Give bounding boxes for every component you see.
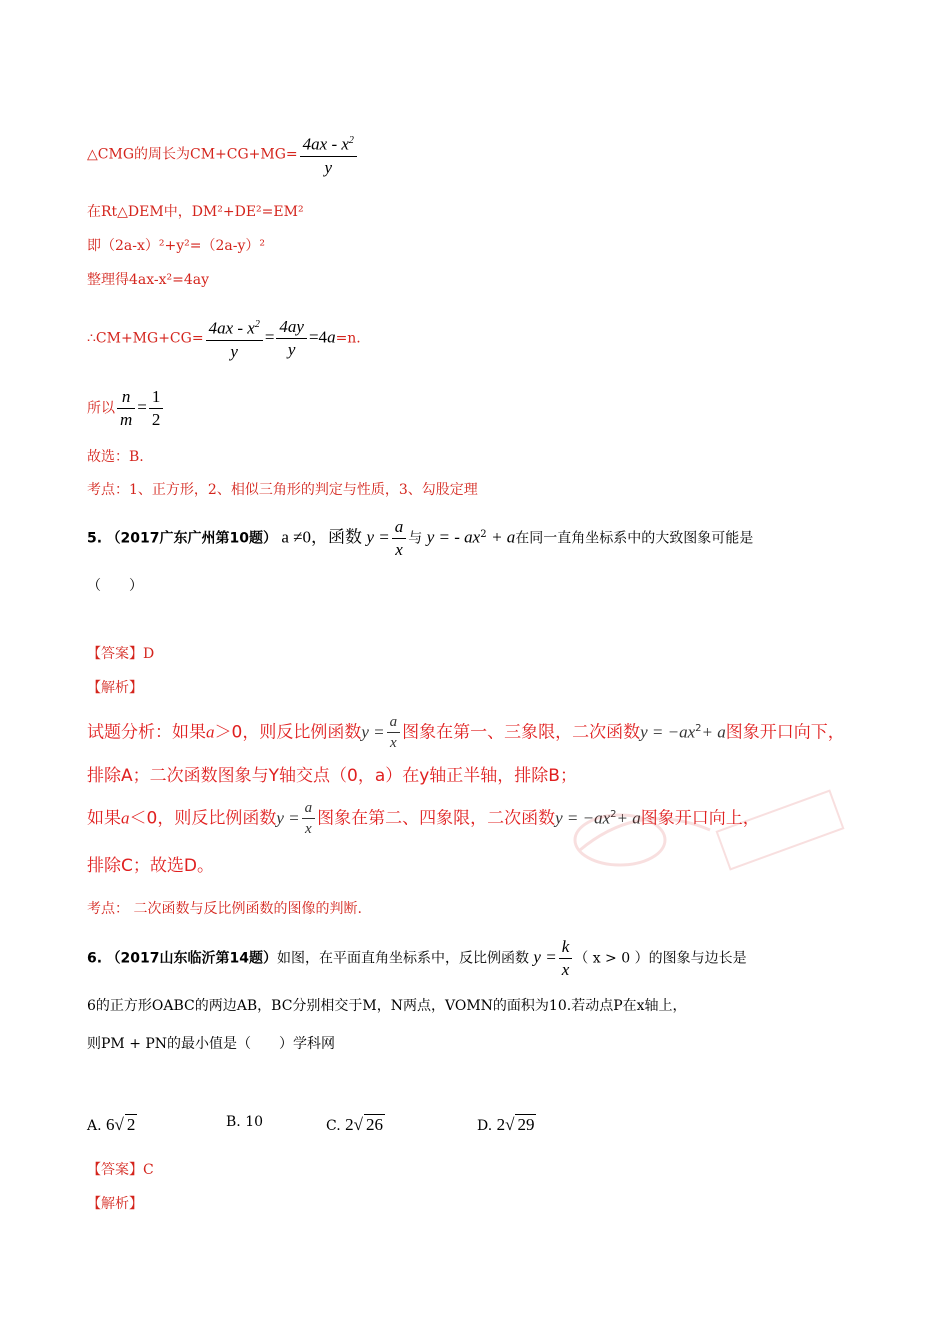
q6-option-a[interactable]: A. 6√ 2 [87, 1115, 136, 1134]
q6-option-b[interactable]: B. 10 [226, 1114, 264, 1130]
q6-option-c[interactable]: C. 2√ 26 [326, 1115, 383, 1134]
q5-number: 5. [87, 530, 103, 547]
therefore-line: ∴CM+MG+CG= $\frac{4ax - x^2}{y}$ = $\frac{4ay}{y}$ =4a=n. [87, 314, 361, 363]
perimeter-line [87, 130, 359, 179]
suoyi-fraction: $\frac{n}{m}$ [117, 386, 135, 431]
q5-analysis-line-1: 试题分析：如果a＞0，则反比例函数y = $\frac{a}{x}$ 图象在第一、三象限，二次函数$y = -ax^2+ a$图象开口向下， [87, 714, 845, 751]
q6-number: 6. [87, 950, 103, 967]
watermark-logo-icon [560, 780, 860, 880]
q5-jiexi: 【解析】 [87, 680, 143, 696]
q5-source: （2017广东广州第10题） [106, 530, 277, 547]
q6-option-d[interactable]: D. 2√ 29 [477, 1115, 535, 1134]
q5-cond: a ≠0，函数 [281, 527, 363, 547]
q5-analysis-line-2: 排除A；二次函数图象与Y轴交点（0，a）在y轴正半轴，排除B； [87, 766, 577, 786]
q5-bracket: （ ） [87, 578, 143, 594]
therefore-fraction-2: $\frac{4ay}{y}$ [276, 316, 307, 361]
guxuan-line: 故选：B. [87, 449, 144, 465]
zhengli-line: 整理得4ax-x²=4ay [87, 272, 210, 288]
rt-dem-line: 在Rt△DEM中，DM²+DE²=EM² [87, 204, 304, 220]
suoyi-fraction-half: $\frac{1}{2}$ [149, 386, 164, 431]
q6-source: （2017山东临沂第14题） [106, 950, 277, 967]
q6-jiexi: 【解析】 [87, 1196, 143, 1212]
analysis-fraction-3: $\frac{a}{x}$ [302, 798, 316, 839]
therefore-label: ∴CM+MG+CG= [87, 330, 204, 347]
q6-line-2: 6的正方形OABC的两边AB，BC分别相交于M，N两点，VOMN的面积为10.若动点P在x轴上， [87, 998, 687, 1014]
q5-analysis-line-3: 如果a＜0，则反比例函数y = $\frac{a}{x}$ 图象在第二、四象限，二次函数$y = -ax^2+ a$图象开口向上， [87, 800, 760, 837]
suoyi-label: 所以 [87, 400, 115, 417]
q6-fraction: $\frac{k}{x}$ [559, 936, 573, 981]
therefore-fraction-1: $\frac{4ax - x^2}{y}$ [206, 314, 263, 363]
kaodian-line-1: 考点：1、正方形，2、相似三角形的判定与性质，3、勾股定理 [87, 482, 478, 498]
ji-line: 即（2a-x）²+y²=（2a-y）² [87, 238, 265, 254]
q5-answer: 【答案】D [87, 646, 155, 662]
q6-answer: 【答案】C [87, 1162, 154, 1178]
q6-line-3: 则PM + PN的最小值是（ ）学科网 [87, 1036, 336, 1052]
analysis-fraction-1: $\frac{a}{x}$ [387, 712, 401, 753]
q5-analysis-line-4: 排除C；故选D。 [87, 856, 214, 876]
perimeter-fraction: $\frac{4ax - x^2}{y}$ [300, 130, 357, 179]
q5-kaodian: 考点： 二次函数与反比例函数的图像的判断. [87, 901, 362, 917]
q6-line-1: 6. （2017山东临沂第14题）如图，在平面直角坐标系中，反比例函数 y = $\frac{k}{x}$ （ x > 0 ）的图象与边长是 [87, 937, 747, 979]
q5-fraction: $\frac{a}{x}$ [392, 516, 407, 561]
suoyi-line: 所以 $\frac{n}{m}$ = $\frac{1}{2}$ [87, 386, 165, 431]
q5-line: 5. （2017广东广州第10题） a ≠0，函数 y = $\frac{a}{x}$ 与 y = - $ax^2 + a$在同一直角坐标系中的大致图象可能是 [87, 517, 754, 559]
perimeter-label: △CMG的周长为CM+CG+MG= [87, 146, 298, 163]
